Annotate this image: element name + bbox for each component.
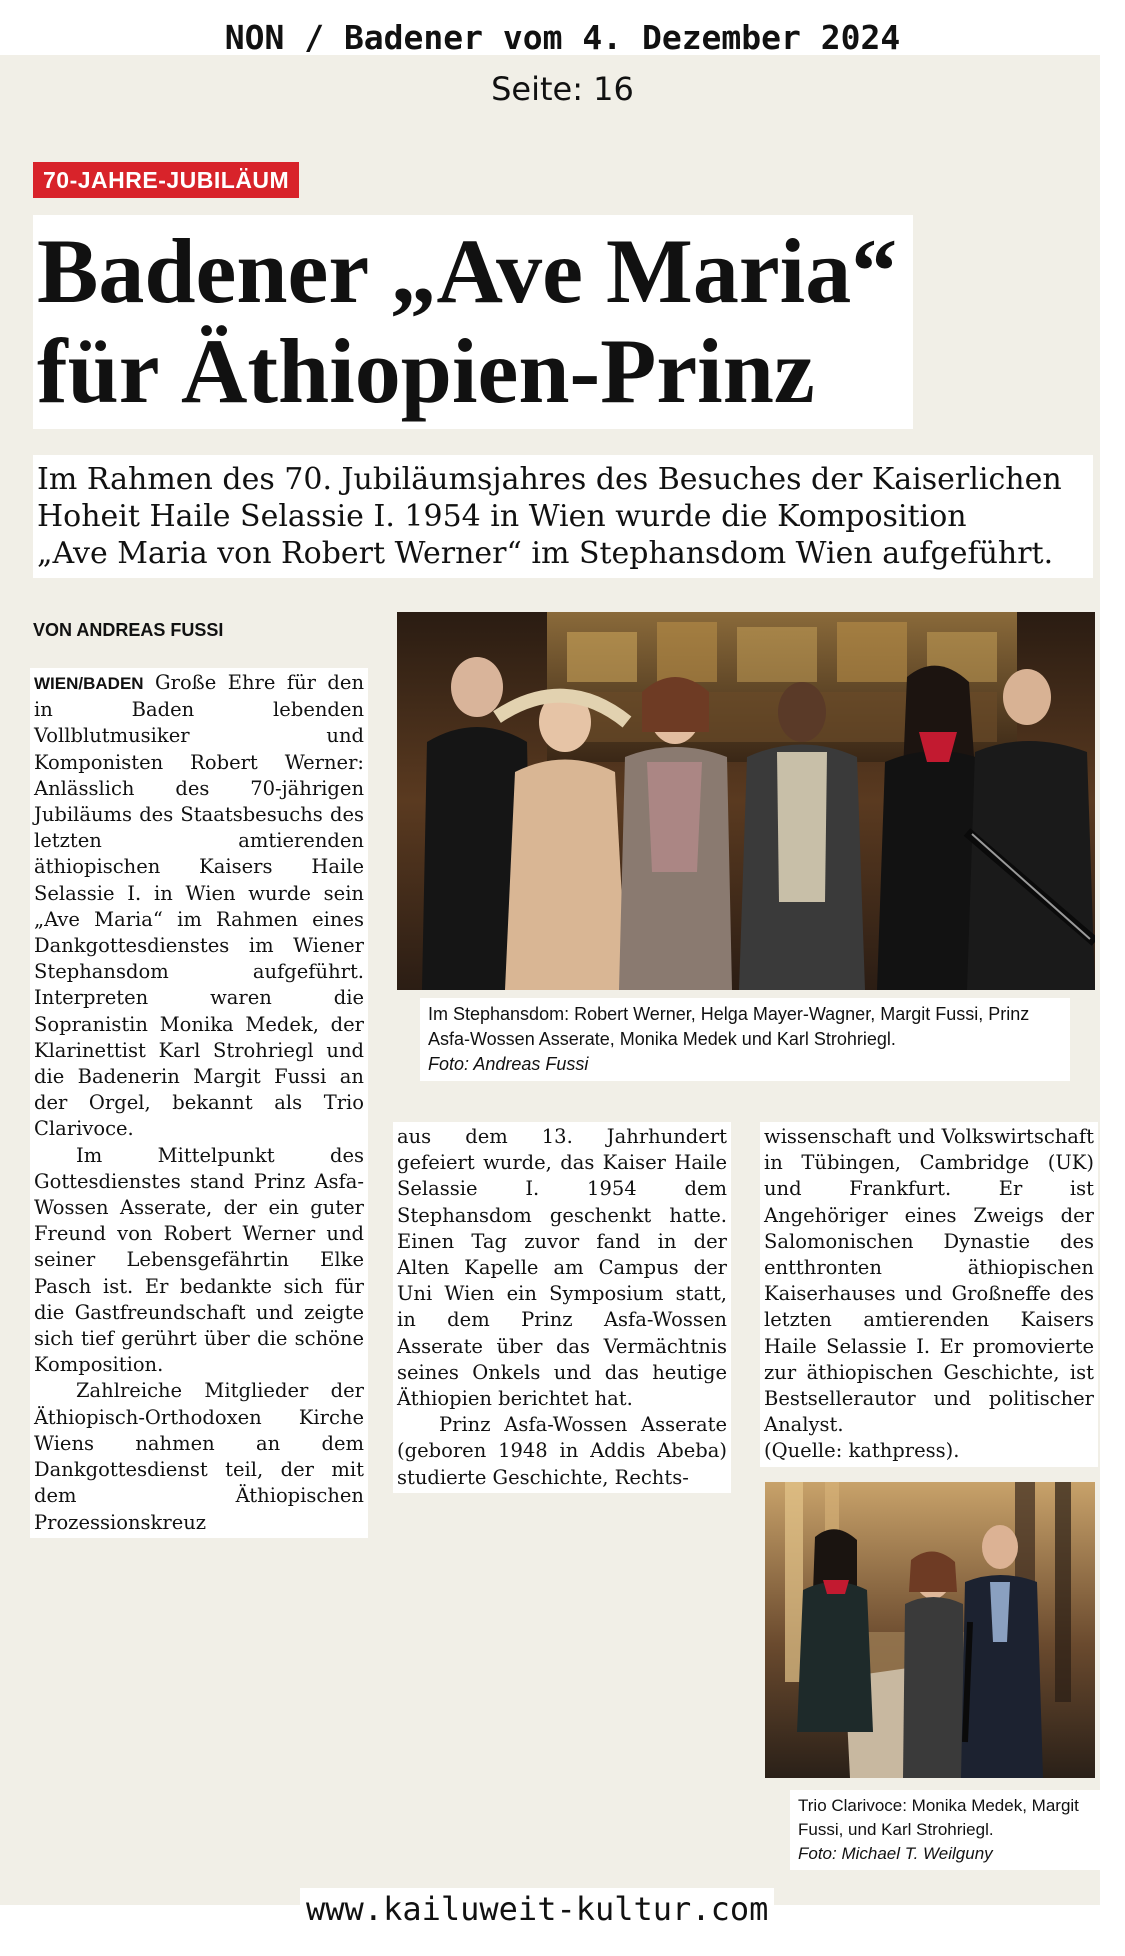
paragraph: Prinz Asfa-Wossen Asserate (geboren 1948 in Addis Abeba) studierte Geschichte, Rechts- [397,1413,727,1489]
section-kicker: 70-JAHRE-JUBILÄUM [33,162,299,198]
trio-photo-caption [790,1790,1110,1870]
dateline: WIEN/BADEN [34,674,144,693]
lead-line-2: Hoheit Haile Selassie I. 1954 in Wien wurde die Komposition [37,499,967,534]
lead-line-3: „Ave Maria von Robert Werner“ im Stephansdom Wien aufgeführt. [37,536,1054,571]
paragraph: Zahlreiche Mitglieder der Äthiopisch-Orthodoxen Kirche Wiens nahmen an dem Dankgottesdienst teil, der mit dem Äthiopischen Prozessionskreuz [34,1379,364,1534]
article-column-3 [760,1122,1098,1467]
main-photo-group [397,612,1095,990]
lead-line-1: Im Rahmen des 70. Jubiläumsjahres des Besuches der Kaiserlichen [37,462,1062,497]
article-column-2 [393,1122,731,1493]
paragraph: WIEN/BADEN Große Ehre für den in Baden lebenden Vollblutmusiker und Komponisten Robert Werner: Anlässlich des 70-jährigen Jubiläums des Staatsbesuchs des letzten amtierenden äthiopischen Kaisers Haile Selassie I. in Wien wurde sein „Ave Maria“ im Rahmen eines Dankgottesdienstes im Wiener Stephansdom aufgeführt. Interpreten waren die Sopranistin Monika Medek, der Klarinettist Karl Strohriegl und die Badenerin Margit Fussi an der Orgel, bekannt als Trio Clarivoce. [34,671,365,1141]
trio-photo-image [765,1482,1095,1778]
footer-url: www.kailuweit-kultur.com [300,1888,774,1930]
group-photo-image [397,612,1095,990]
paragraph: (Quelle: kathpress). [764,1439,960,1463]
byline: VON ANDREAS FUSSI [33,620,224,640]
article-column-1 [30,668,368,1538]
trio-photo-group [765,1482,1095,1778]
headline-line-2: für Äthiopien-Prinz [37,320,815,422]
caption-text: Trio Clarivoce: Monika Medek, Margit Fussi, und Karl Strohriegl. [798,1796,1079,1839]
photo-credit: Foto: Michael T. Weilguny [798,1844,993,1863]
lead-paragraph [33,455,1093,578]
paragraph: wissenschaft und Volkswirtschaft in Tübingen, Cambridge (UK) und Frankfurt. Er ist Angehöriger eines Zweigs der Salomonischen Dynastie des entthronten äthiopischen Kaiserhauses und Großneffe des letzten amtierenden Kaisers Haile Selassie I. Er promovierte zur äthiopischen Geschichte, ist Bestsellerautor und politischer Analyst. [764,1125,1094,1437]
main-photo-caption [420,998,1070,1081]
headline-line-1: Badener „Ave Maria“ [37,220,898,322]
source-line: NON / Badener vom 4. Dezember 2024 [224,18,901,57]
photo-credit: Foto: Andreas Fussi [428,1054,589,1074]
caption-text: Im Stephansdom: Robert Werner, Helga Mayer-Wagner, Margit Fussi, Prinz Asfa-Wossen Asserate, Monika Medek und Karl Strohriegl. [428,1004,1030,1049]
page-number: Seite: 16 [491,70,634,108]
headline [33,215,913,429]
paragraph: Im Mittelpunkt des Gottesdienstes stand Prinz Asfa-Wossen Asserate, der ein guter Freund von Robert Werner und seiner Lebensgefährtin Elke Pasch ist. Er bedankte sich für die Gastfreundschaft und zeigte sich tief gerührt über die schöne Komposition. [34,1143,364,1377]
paragraph: aus dem 13. Jahrhundert gefeiert wurde, das Kaiser Haile Selassie I. 1954 dem Stephansdom geschenkt hatte. Einen Tag zuvor fand in der Alten Kapelle am Campus der Uni Wien ein Symposium statt, in dem Prinz Asfa-Wossen Asserate über das Vermächtnis seines Onkels und das heutige Äthiopien berichtet hat. [397,1125,727,1411]
